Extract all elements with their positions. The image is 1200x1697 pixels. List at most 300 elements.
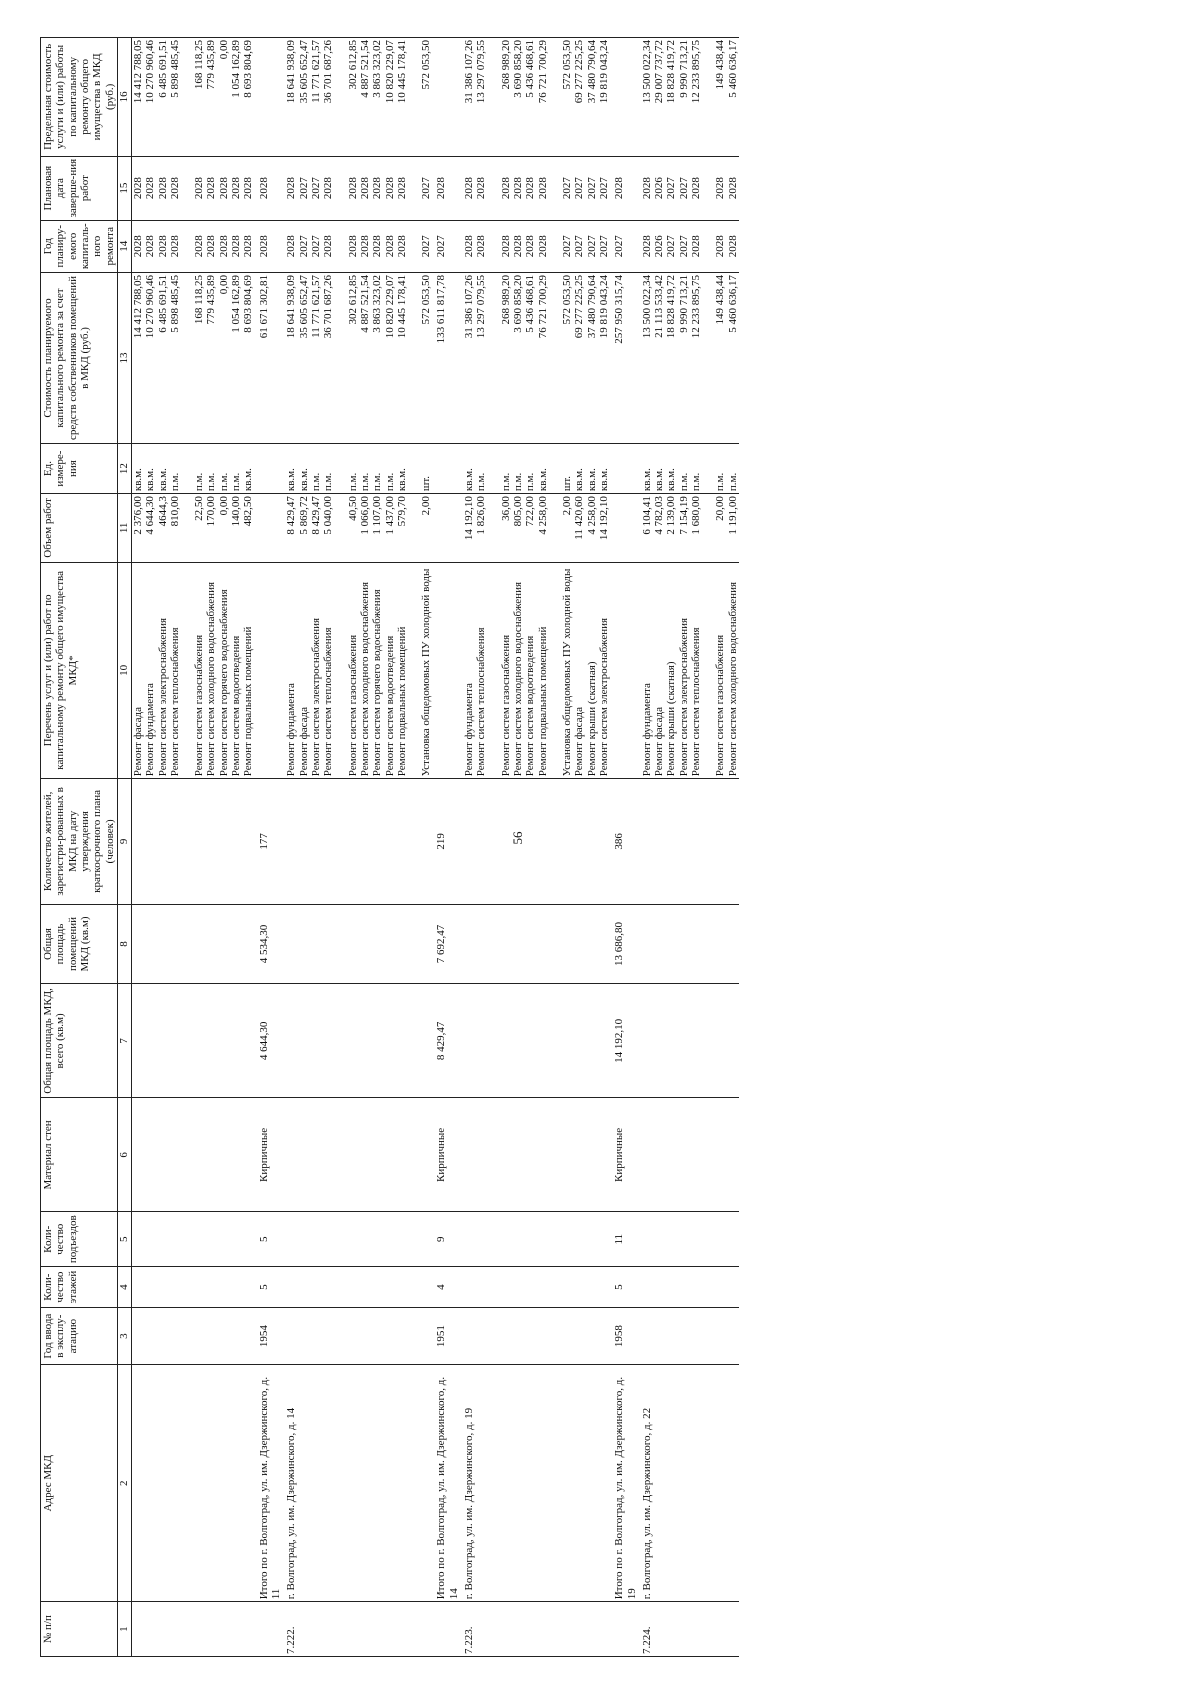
year-built-cell: 1954 bbox=[255, 1308, 286, 1365]
total-area-cell bbox=[193, 984, 205, 1098]
work-volume-cell: 2 139,00 bbox=[665, 494, 677, 562]
unit-cell: кв.м. bbox=[653, 444, 665, 494]
planned-year-cell: 2028 bbox=[384, 220, 396, 272]
table-row bbox=[598, 38, 610, 1657]
rooms-area-cell bbox=[347, 904, 359, 984]
empty-cell bbox=[702, 984, 714, 1098]
empty-cell bbox=[549, 272, 561, 443]
page-number: 56 bbox=[510, 831, 525, 845]
work-volume-cell bbox=[610, 494, 641, 562]
rooms-area-cell bbox=[561, 904, 573, 984]
unit-cell bbox=[255, 444, 286, 494]
planned-year-cell: 2027 bbox=[610, 220, 641, 272]
planned-year-cell: 2028 bbox=[475, 220, 487, 272]
address-cell bbox=[727, 1365, 739, 1602]
work-type-cell: Ремонт систем холодного водоснабжения bbox=[512, 562, 524, 779]
unit-cell: п.м. bbox=[384, 444, 396, 494]
wall-material-cell bbox=[131, 1098, 144, 1212]
rooms-area-cell bbox=[310, 904, 322, 984]
empty-cell bbox=[335, 272, 347, 443]
limit-cost-cell: 8 693 804,69 bbox=[242, 38, 254, 157]
address-cell: Итого по г. Волгоград, ул. им. Дзержинского, д. 14 bbox=[432, 1365, 463, 1602]
unit-cell: кв.м. bbox=[396, 444, 408, 494]
total-area-cell bbox=[169, 984, 181, 1098]
empty-cell bbox=[488, 444, 500, 494]
planned-cost-cell: 133 611 817,78 bbox=[432, 272, 463, 443]
work-type-cell: Ремонт фасада bbox=[298, 562, 310, 779]
work-volume-cell: 1 107,00 bbox=[371, 494, 383, 562]
planned-cost-cell: 10 270 960,46 bbox=[144, 272, 156, 443]
address-cell bbox=[347, 1365, 359, 1602]
address-cell bbox=[678, 1365, 690, 1602]
planned-year-cell: 2028 bbox=[242, 220, 254, 272]
end-date-cell: 2028 bbox=[285, 156, 297, 220]
entrances-cell bbox=[665, 1212, 677, 1267]
wall-material-cell bbox=[193, 1098, 205, 1212]
work-type-cell: Ремонт систем холодного водоснабжения bbox=[205, 562, 217, 779]
entrances-cell bbox=[573, 1212, 585, 1267]
end-date-cell: 2027 bbox=[598, 156, 610, 220]
table-row bbox=[420, 38, 432, 1657]
limit-cost-cell: 779 435,89 bbox=[205, 38, 217, 157]
limit-cost-cell bbox=[432, 38, 463, 157]
planned-year-cell: 2028 bbox=[218, 220, 230, 272]
work-type-cell: Ремонт систем теплоснабжения bbox=[322, 562, 334, 779]
row-number-cell bbox=[500, 1602, 512, 1657]
table-row bbox=[665, 38, 677, 1657]
unit-cell: п.м. bbox=[678, 444, 690, 494]
planned-year-cell: 2028 bbox=[230, 220, 242, 272]
year-built-cell bbox=[242, 1308, 254, 1365]
work-type-cell: Ремонт систем горячего водоснабжения bbox=[371, 562, 383, 779]
table-row bbox=[285, 38, 297, 1657]
residents-cell bbox=[678, 779, 690, 904]
floors-cell bbox=[230, 1267, 242, 1308]
limit-cost-cell: 572 053,50 bbox=[420, 38, 432, 157]
column-number: 3 bbox=[117, 1308, 131, 1365]
work-type-cell: Ремонт подвальных помещений bbox=[537, 562, 549, 779]
year-built-cell bbox=[653, 1308, 665, 1365]
rooms-area-cell bbox=[524, 904, 536, 984]
table-row bbox=[561, 38, 573, 1657]
empty-cell bbox=[181, 272, 193, 443]
total-area-cell bbox=[322, 984, 334, 1098]
unit-cell: п.м. bbox=[359, 444, 371, 494]
planned-year-cell: 2027 bbox=[420, 220, 432, 272]
wall-material-cell bbox=[347, 1098, 359, 1212]
wall-material-cell bbox=[714, 1098, 726, 1212]
table-row bbox=[727, 38, 739, 1657]
year-built-cell bbox=[322, 1308, 334, 1365]
empty-cell bbox=[549, 1365, 561, 1602]
end-date-cell: 2028 bbox=[255, 156, 286, 220]
floors-cell bbox=[144, 1267, 156, 1308]
planned-cost-cell: 10 445 178,41 bbox=[396, 272, 408, 443]
residents-cell bbox=[524, 779, 536, 904]
limit-cost-cell: 12 233 895,75 bbox=[690, 38, 702, 157]
limit-cost-cell: 31 386 107,26 bbox=[463, 38, 475, 157]
unit-cell: п.м. bbox=[218, 444, 230, 494]
work-type-cell: Ремонт систем холодного водоснабжения bbox=[727, 562, 739, 779]
entrances-cell bbox=[690, 1212, 702, 1267]
planned-cost-cell: 149 438,44 bbox=[714, 272, 726, 443]
column-header: Плановая дата заверше-ния работ bbox=[41, 156, 118, 220]
entrances-cell: 9 bbox=[432, 1212, 463, 1267]
residents-cell bbox=[322, 779, 334, 904]
end-date-cell: 2028 bbox=[157, 156, 169, 220]
row-number-cell bbox=[230, 1602, 242, 1657]
work-volume-cell: 0,00 bbox=[218, 494, 230, 562]
wall-material-cell bbox=[512, 1098, 524, 1212]
floors-cell bbox=[678, 1267, 690, 1308]
row-number-cell bbox=[665, 1602, 677, 1657]
work-type-cell: Ремонт фундамента bbox=[463, 562, 475, 779]
total-area-cell bbox=[205, 984, 217, 1098]
entrances-cell bbox=[359, 1212, 371, 1267]
work-volume-cell: 11 420,60 bbox=[573, 494, 585, 562]
limit-cost-cell: 149 438,44 bbox=[714, 38, 726, 157]
wall-material-cell: Кирпичные bbox=[255, 1098, 286, 1212]
address-cell bbox=[205, 1365, 217, 1602]
planned-year-cell: 2028 bbox=[537, 220, 549, 272]
empty-cell bbox=[488, 1308, 500, 1365]
entrances-cell bbox=[205, 1212, 217, 1267]
work-type-cell: Установка общедомовых ПУ холодной воды bbox=[420, 562, 432, 779]
empty-cell bbox=[702, 1212, 714, 1267]
year-built-cell bbox=[690, 1308, 702, 1365]
wall-material-cell: Кирпичные bbox=[432, 1098, 463, 1212]
year-built-cell bbox=[665, 1308, 677, 1365]
work-type-cell: Ремонт фундамента bbox=[144, 562, 156, 779]
planned-cost-cell: 779 435,89 bbox=[205, 272, 217, 443]
total-area-cell bbox=[512, 984, 524, 1098]
column-header: Общая площадь помещений МКД (кв.м) bbox=[41, 904, 118, 984]
floors-cell bbox=[561, 1267, 573, 1308]
row-number-cell bbox=[537, 1602, 549, 1657]
planned-year-cell: 2028 bbox=[359, 220, 371, 272]
limit-cost-cell: 76 721 700,29 bbox=[537, 38, 549, 157]
residents-cell bbox=[598, 779, 610, 904]
end-date-cell: 2028 bbox=[500, 156, 512, 220]
empty-cell bbox=[408, 1308, 420, 1365]
table-row bbox=[524, 38, 536, 1657]
planned-cost-cell: 35 605 652,47 bbox=[298, 272, 310, 443]
floors-cell bbox=[285, 1267, 297, 1308]
work-type-cell: Ремонт систем газоснабжения bbox=[714, 562, 726, 779]
row-number-cell bbox=[242, 1602, 254, 1657]
column-number: 16 bbox=[117, 38, 131, 157]
column-header: Коли-чество этажей bbox=[41, 1267, 118, 1308]
floors-cell bbox=[420, 1267, 432, 1308]
rooms-area-cell bbox=[690, 904, 702, 984]
limit-cost-cell: 36 701 687,26 bbox=[322, 38, 334, 157]
planned-year-cell: 2027 bbox=[573, 220, 585, 272]
end-date-cell: 2028 bbox=[359, 156, 371, 220]
table-row bbox=[475, 38, 487, 1657]
year-built-cell bbox=[420, 1308, 432, 1365]
unit-cell: п.м. bbox=[500, 444, 512, 494]
planned-cost-cell: 9 990 713,21 bbox=[678, 272, 690, 443]
total-area-cell bbox=[690, 984, 702, 1098]
end-date-cell: 2028 bbox=[144, 156, 156, 220]
planned-cost-cell: 13 500 022,34 bbox=[641, 272, 653, 443]
entrances-cell bbox=[230, 1212, 242, 1267]
entrances-cell bbox=[537, 1212, 549, 1267]
empty-cell bbox=[335, 156, 347, 220]
entrances-cell bbox=[420, 1212, 432, 1267]
entrances-cell bbox=[727, 1212, 739, 1267]
rooms-area-cell bbox=[463, 904, 475, 984]
limit-cost-cell: 1 054 162,89 bbox=[230, 38, 242, 157]
unit-cell: кв.м. bbox=[586, 444, 598, 494]
limit-cost-cell: 37 480 790,64 bbox=[586, 38, 598, 157]
planned-year-cell: 2028 bbox=[524, 220, 536, 272]
empty-cell bbox=[181, 1098, 193, 1212]
empty-cell bbox=[408, 220, 420, 272]
column-header: Ед. измере-ния bbox=[41, 444, 118, 494]
column-header: Год планиру-емого капиталь-ного ремонта bbox=[41, 220, 118, 272]
rooms-area-cell bbox=[678, 904, 690, 984]
planned-year-cell: 2026 bbox=[653, 220, 665, 272]
residents-cell bbox=[242, 779, 254, 904]
empty-cell bbox=[335, 1267, 347, 1308]
limit-cost-cell: 14 412 788,05 bbox=[131, 38, 144, 157]
wall-material-cell bbox=[537, 1098, 549, 1212]
address-cell bbox=[144, 1365, 156, 1602]
planned-cost-cell: 0,00 bbox=[218, 272, 230, 443]
planned-cost-cell: 11 771 621,57 bbox=[310, 272, 322, 443]
row-number-cell bbox=[396, 1602, 408, 1657]
empty-cell bbox=[488, 1365, 500, 1602]
end-date-cell: 2028 bbox=[169, 156, 181, 220]
limit-cost-cell: 10 445 178,41 bbox=[396, 38, 408, 157]
end-date-cell: 2027 bbox=[420, 156, 432, 220]
entrances-cell bbox=[586, 1212, 598, 1267]
end-date-cell: 2028 bbox=[537, 156, 549, 220]
entrances-cell: 5 bbox=[255, 1212, 286, 1267]
limit-cost-cell: 3 690 858,20 bbox=[512, 38, 524, 157]
planned-year-cell: 2028 bbox=[641, 220, 653, 272]
entrances-cell bbox=[512, 1212, 524, 1267]
residents-cell bbox=[665, 779, 677, 904]
residents-cell bbox=[727, 779, 739, 904]
empty-cell bbox=[408, 904, 420, 984]
end-date-cell: 2028 bbox=[432, 156, 463, 220]
unit-cell: п.м. bbox=[169, 444, 181, 494]
planned-year-cell: 2028 bbox=[463, 220, 475, 272]
work-type-cell: Ремонт систем горячего водоснабжения bbox=[218, 562, 230, 779]
table-row bbox=[169, 38, 181, 1657]
address-cell bbox=[524, 1365, 536, 1602]
row-number-cell bbox=[524, 1602, 536, 1657]
work-volume-cell: 4644,3 bbox=[157, 494, 169, 562]
empty-cell bbox=[181, 444, 193, 494]
empty-cell bbox=[335, 1212, 347, 1267]
column-number-row bbox=[117, 38, 131, 1657]
residents-cell bbox=[169, 779, 181, 904]
residents-cell bbox=[144, 779, 156, 904]
total-area-cell bbox=[298, 984, 310, 1098]
end-date-cell: 2028 bbox=[205, 156, 217, 220]
table-row bbox=[653, 38, 665, 1657]
end-date-cell: 2028 bbox=[131, 156, 144, 220]
work-type-cell: Ремонт систем холодного водоснабжения bbox=[359, 562, 371, 779]
limit-cost-cell: 19 819 043,24 bbox=[598, 38, 610, 157]
limit-cost-cell: 13 297 079,55 bbox=[475, 38, 487, 157]
planned-cost-cell: 37 480 790,64 bbox=[586, 272, 598, 443]
wall-material-cell: Кирпичные bbox=[610, 1098, 641, 1212]
unit-cell: п.м. bbox=[727, 444, 739, 494]
row-number-cell bbox=[586, 1602, 598, 1657]
entrances-cell bbox=[347, 1212, 359, 1267]
planned-cost-cell: 4 887 521,54 bbox=[359, 272, 371, 443]
year-built-cell bbox=[586, 1308, 598, 1365]
limit-cost-cell bbox=[610, 38, 641, 157]
empty-cell bbox=[335, 779, 347, 904]
end-date-cell: 2028 bbox=[512, 156, 524, 220]
address-cell: г. Волгоград, ул. им. Дзержинского, д. 19 bbox=[463, 1365, 475, 1602]
wall-material-cell bbox=[298, 1098, 310, 1212]
work-volume-cell: 5 869,72 bbox=[298, 494, 310, 562]
year-built-cell bbox=[537, 1308, 549, 1365]
header-row bbox=[41, 38, 118, 1657]
wall-material-cell bbox=[285, 1098, 297, 1212]
floors-cell bbox=[586, 1267, 598, 1308]
end-date-cell: 2028 bbox=[524, 156, 536, 220]
empty-cell bbox=[549, 779, 561, 904]
work-type-cell: Ремонт фасада bbox=[131, 562, 144, 779]
entrances-cell bbox=[371, 1212, 383, 1267]
address-cell bbox=[157, 1365, 169, 1602]
planned-cost-cell: 8 693 804,69 bbox=[242, 272, 254, 443]
end-date-cell: 2028 bbox=[396, 156, 408, 220]
address-cell bbox=[665, 1365, 677, 1602]
row-number-cell bbox=[573, 1602, 585, 1657]
total-area-cell bbox=[218, 984, 230, 1098]
column-number: 9 bbox=[117, 779, 131, 904]
end-date-cell: 2028 bbox=[322, 156, 334, 220]
floors-cell bbox=[193, 1267, 205, 1308]
work-volume-cell: 810,00 bbox=[169, 494, 181, 562]
work-volume-cell: 722,00 bbox=[524, 494, 536, 562]
empty-cell bbox=[702, 156, 714, 220]
empty-cell bbox=[181, 1267, 193, 1308]
table-row bbox=[678, 38, 690, 1657]
table-row bbox=[322, 38, 334, 1657]
empty-cell bbox=[549, 1602, 561, 1657]
residents-cell bbox=[690, 779, 702, 904]
planned-cost-cell: 6 485 691,51 bbox=[157, 272, 169, 443]
total-area-cell bbox=[396, 984, 408, 1098]
entrances-cell bbox=[475, 1212, 487, 1267]
unit-cell: п.м. bbox=[193, 444, 205, 494]
empty-cell bbox=[549, 220, 561, 272]
empty-cell bbox=[702, 904, 714, 984]
row-number-cell bbox=[193, 1602, 205, 1657]
rooms-area-cell bbox=[242, 904, 254, 984]
empty-cell bbox=[181, 1212, 193, 1267]
address-cell bbox=[475, 1365, 487, 1602]
column-number: 13 bbox=[117, 272, 131, 443]
entrances-cell bbox=[598, 1212, 610, 1267]
year-built-cell bbox=[500, 1308, 512, 1365]
column-header: Объем работ bbox=[41, 494, 118, 562]
rooms-area-cell: 4 534,30 bbox=[255, 904, 286, 984]
end-date-cell: 2028 bbox=[347, 156, 359, 220]
empty-cell bbox=[702, 1308, 714, 1365]
unit-cell: шт. bbox=[420, 444, 432, 494]
limit-cost-cell: 302 612,85 bbox=[347, 38, 359, 157]
work-type-cell: Установка общедомовых ПУ холодной воды bbox=[561, 562, 573, 779]
work-volume-cell: 140,00 bbox=[230, 494, 242, 562]
spacer-row bbox=[702, 38, 714, 1657]
rooms-area-cell bbox=[285, 904, 297, 984]
row-number-cell bbox=[255, 1602, 286, 1657]
empty-cell bbox=[549, 1212, 561, 1267]
planned-cost-cell: 10 820 229,07 bbox=[384, 272, 396, 443]
empty-cell bbox=[702, 38, 714, 157]
rooms-area-cell bbox=[420, 904, 432, 984]
column-number: 4 bbox=[117, 1267, 131, 1308]
year-built-cell bbox=[169, 1308, 181, 1365]
floors-cell bbox=[384, 1267, 396, 1308]
end-date-cell: 2027 bbox=[665, 156, 677, 220]
floors-cell bbox=[347, 1267, 359, 1308]
total-area-cell bbox=[537, 984, 549, 1098]
table-row bbox=[500, 38, 512, 1657]
planned-cost-cell: 76 721 700,29 bbox=[537, 272, 549, 443]
empty-cell bbox=[702, 779, 714, 904]
wall-material-cell bbox=[157, 1098, 169, 1212]
table-row bbox=[193, 38, 205, 1657]
address-cell: Итого по г. Волгоград, ул. им. Дзержинского, д. 19 bbox=[610, 1365, 641, 1602]
address-cell: г. Волгоград, ул. им. Дзержинского, д. 14 bbox=[285, 1365, 297, 1602]
empty-cell bbox=[702, 1267, 714, 1308]
work-type-cell: Ремонт фасада bbox=[653, 562, 665, 779]
year-built-cell bbox=[285, 1308, 297, 1365]
end-date-cell: 2028 bbox=[641, 156, 653, 220]
end-date-cell: 2028 bbox=[371, 156, 383, 220]
residents-cell: 219 bbox=[432, 779, 463, 904]
row-number-cell bbox=[144, 1602, 156, 1657]
rooms-area-cell bbox=[512, 904, 524, 984]
table-row bbox=[359, 38, 371, 1657]
entrances-cell bbox=[298, 1212, 310, 1267]
limit-cost-cell: 6 485 691,51 bbox=[157, 38, 169, 157]
rooms-area-cell bbox=[727, 904, 739, 984]
work-type-cell: Ремонт систем водоотведения bbox=[230, 562, 242, 779]
row-number-cell bbox=[157, 1602, 169, 1657]
table-row bbox=[384, 38, 396, 1657]
floors-cell bbox=[665, 1267, 677, 1308]
work-volume-cell: 14 192,10 bbox=[598, 494, 610, 562]
wall-material-cell bbox=[598, 1098, 610, 1212]
row-number-cell bbox=[512, 1602, 524, 1657]
column-header: № п/п bbox=[41, 1602, 118, 1657]
unit-cell bbox=[610, 444, 641, 494]
total-area-cell bbox=[359, 984, 371, 1098]
work-volume-cell: 482,50 bbox=[242, 494, 254, 562]
rooms-area-cell bbox=[169, 904, 181, 984]
work-volume-cell: 36,00 bbox=[500, 494, 512, 562]
planned-cost-cell: 168 118,25 bbox=[193, 272, 205, 443]
residents-cell bbox=[561, 779, 573, 904]
entrances-cell bbox=[678, 1212, 690, 1267]
empty-cell bbox=[488, 779, 500, 904]
work-volume-cell: 4 258,00 bbox=[586, 494, 598, 562]
wall-material-cell bbox=[359, 1098, 371, 1212]
row-number-cell bbox=[598, 1602, 610, 1657]
